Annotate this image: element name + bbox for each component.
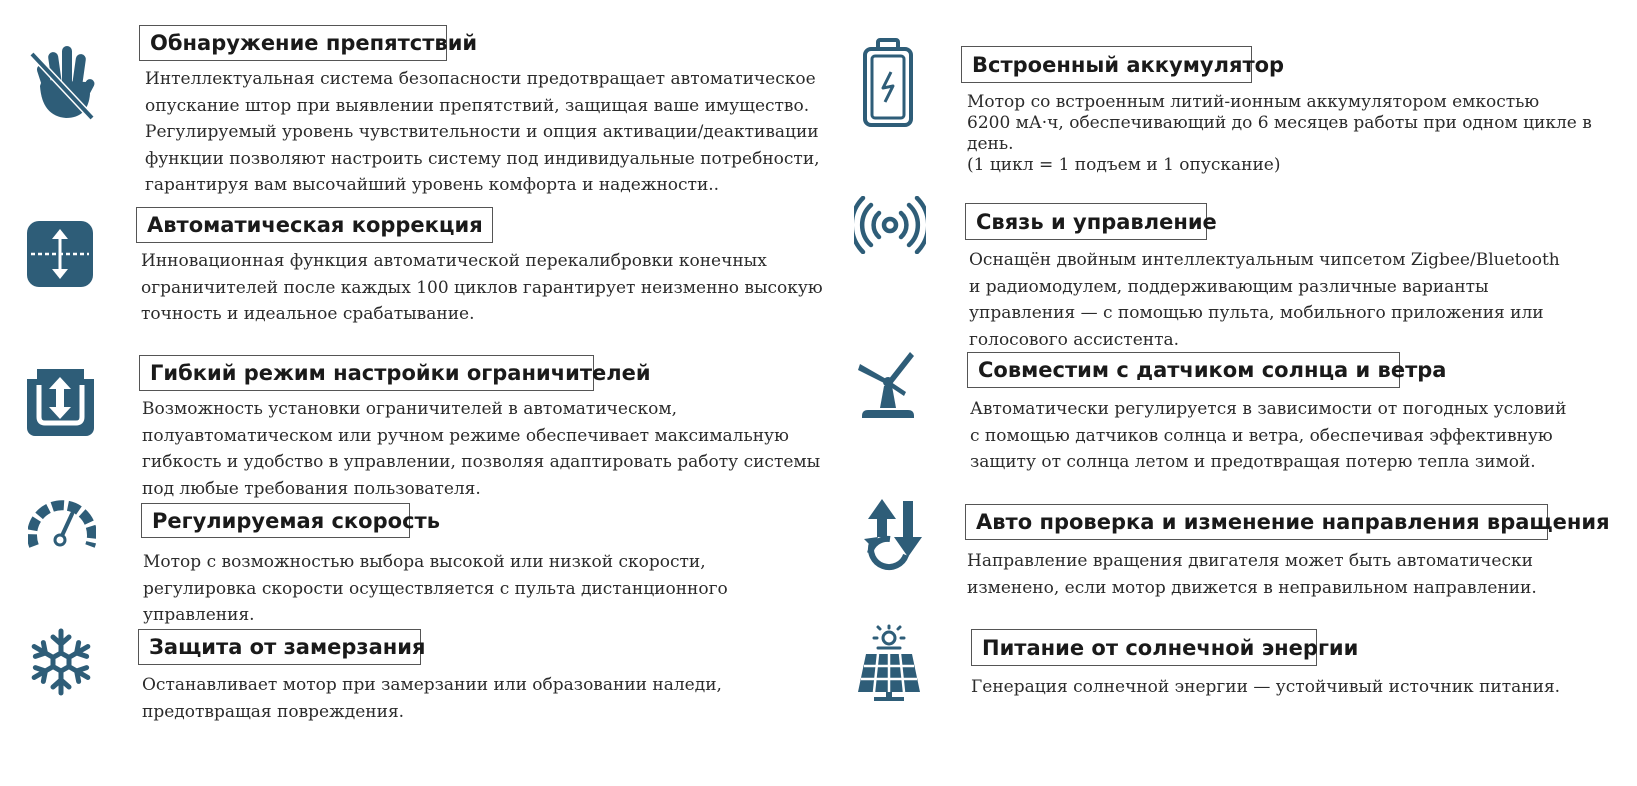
wind-turbine-icon: [854, 348, 922, 420]
wireless-signal-icon: [854, 196, 926, 254]
feature-title: Связь и управление: [965, 203, 1207, 240]
description-line: предотвращая повреждения.: [142, 701, 405, 722]
description-line: регулировка скорости осуществляется с пульта дистанционного: [143, 578, 728, 599]
solar-panel-icon: [852, 624, 926, 702]
description-line: Возможность установки ограничителей в автоматическом,: [142, 399, 677, 419]
feature-title: Регулируемая скорость: [141, 503, 410, 538]
feature-description: [142, 396, 820, 502]
description-line: Автоматически регулируется в зависимости от погодных условий: [970, 399, 1567, 419]
limit-adjust-icon: [27, 369, 94, 436]
feature-description: [142, 672, 722, 725]
feature-description: [141, 248, 823, 328]
description-line: Оснащён двойным интеллектуальным чипсетом Zigbee/Bluetooth: [969, 250, 1560, 270]
auto-correction-icon: [27, 221, 93, 287]
description-line: полуавтоматическом или ручном режиме обеспечивает максимальную: [142, 425, 789, 446]
feature-description: [970, 396, 1566, 476]
description-line: изменено, если мотор движется в неправильном направлении.: [967, 577, 1537, 598]
snowflake-icon: [27, 627, 95, 697]
description-line: гибкость и удобство в управлении, позволяя адаптировать работу системы: [142, 452, 821, 472]
description-line: Инновационная функция автоматической перекалибровки конечных: [141, 251, 767, 271]
description-line: (1 цикл = 1 подъем и 1 опускание): [967, 155, 1281, 175]
feature-title: Совместим с датчиком солнца и ветра: [967, 352, 1400, 388]
description-line: Мотор со встроенным литий-ионным аккумулятором емкостью: [967, 92, 1540, 112]
battery-icon: [861, 38, 915, 128]
description-line: гарантируя вам высочайший уровень комфорта и надежности..: [145, 175, 720, 195]
description-line: Останавливает мотор при замерзании или образовании наледи,: [142, 675, 722, 695]
feature-title: Гибкий режим настройки ограничителей: [139, 355, 594, 391]
description-line: Генерация солнечной энергии — устойчивый источник питания.: [971, 677, 1561, 697]
feature-title: Питание от солнечной энергии: [971, 629, 1317, 666]
description-line: Мотор с возможностью выбора высокой или низкой скорости,: [143, 552, 706, 572]
feature-description: [967, 92, 1592, 176]
description-line: с помощью датчиков солнца и ветра, обеспечивая эффективную: [970, 425, 1553, 446]
feature-description: [969, 247, 1560, 353]
description-line: под любые требования пользователя.: [142, 478, 481, 499]
feature-title: Защита от замерзания: [138, 629, 421, 665]
feature-title: Автоматическая коррекция: [136, 207, 493, 243]
description-line: и радиомодулем, поддерживающим различные варианты: [969, 276, 1489, 297]
direction-switch-icon: [860, 497, 930, 573]
description-line: управления — с помощью пульта, мобильного приложения или: [969, 303, 1544, 323]
feature-description: [143, 549, 728, 629]
description-line: управления.: [143, 605, 255, 625]
description-line: 6200 мА·ч, обеспечивающий до 6 месяцев работы при одном цикле в: [967, 113, 1592, 133]
feature-title: Встроенный аккумулятор: [961, 46, 1252, 83]
feature-description: [145, 66, 820, 199]
description-line: день.: [967, 134, 1014, 154]
feature-description: [967, 548, 1537, 601]
description-line: Направление вращения двигателя может быть автоматически: [967, 551, 1533, 571]
description-line: функции позволяют настроить систему под индивидуальные потребности,: [145, 148, 820, 169]
description-line: Интеллектуальная система безопасности предотвращает автоматическое: [145, 69, 816, 89]
description-line: опускание штор при выявлении препятствий, защищая ваше имущество.: [145, 95, 810, 116]
feature-title: Обнаружение препятствий: [139, 25, 447, 61]
description-line: защиту от солнца летом и предотвращая потерю тепла зимой.: [970, 452, 1536, 472]
hand-stop-icon: [26, 42, 98, 122]
feature-title: Авто проверка и изменение направления вращения: [965, 504, 1548, 540]
description-line: ограничителей после каждых 100 циклов гарантирует неизменно высокую: [141, 277, 823, 298]
feature-description: [971, 674, 1560, 701]
speedometer-icon: [28, 500, 96, 550]
description-line: Регулируемый уровень чувствительности и опция активации/деактивации: [145, 122, 819, 142]
description-line: точность и идеальное срабатывание.: [141, 304, 475, 324]
description-line: голосового ассистента.: [969, 329, 1180, 350]
